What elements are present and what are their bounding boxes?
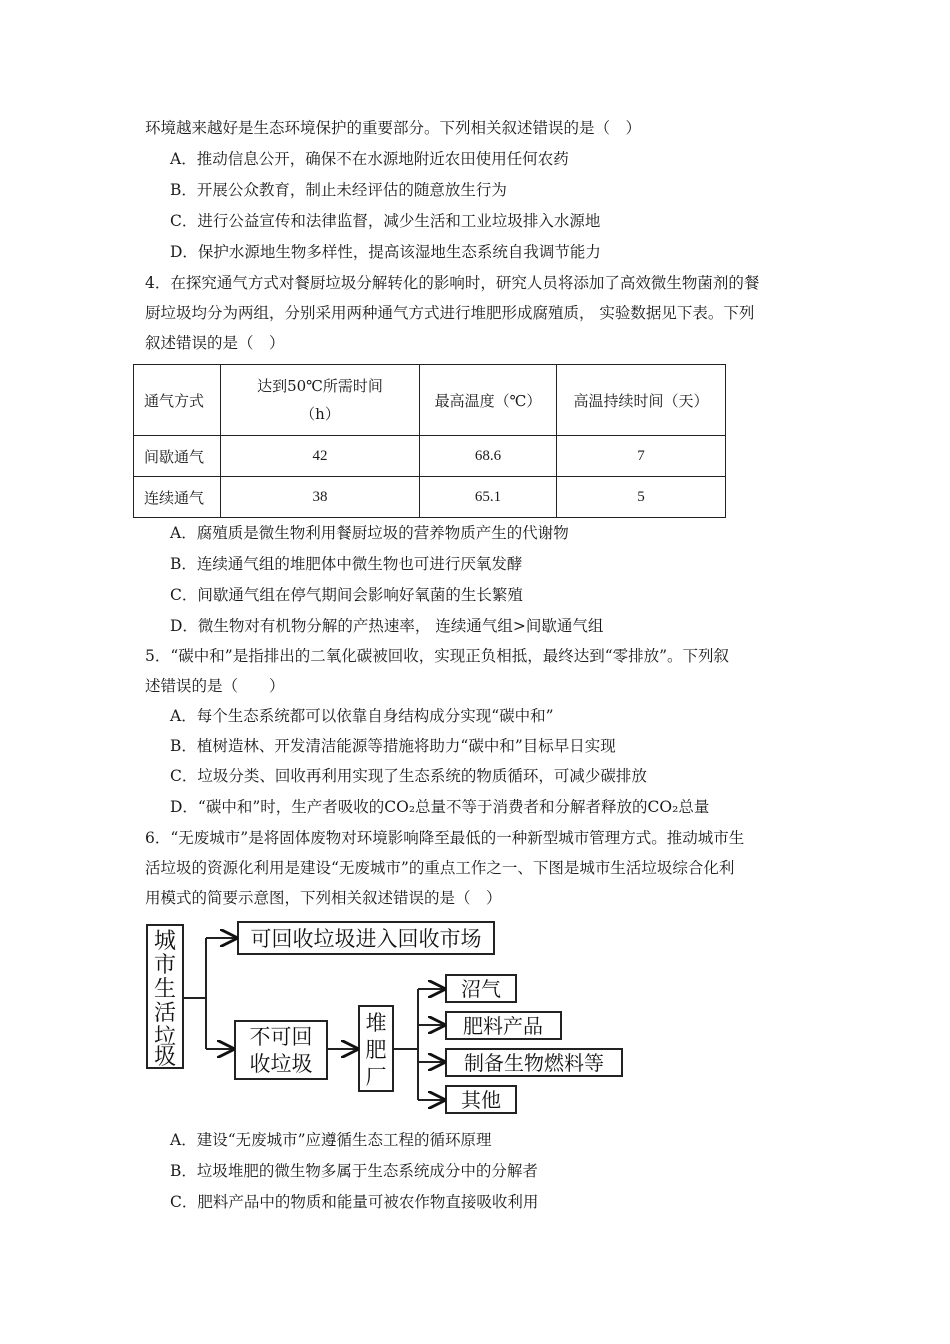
output-label-other: 其他	[461, 1088, 501, 1112]
table-header-max-temp: 最高温度（℃）	[420, 365, 557, 436]
recyclable-label: 可回收垃圾进入回收市场	[250, 927, 482, 951]
q3-option-d: D．保护水源地生物多样性，提高该湿地生态系统自我调节能力	[170, 243, 601, 261]
q6-stem-line-1: 6．“无废城市”是将固体废物对环境影响降至最低的一种新型城市管理方式。推动城市生	[145, 829, 745, 847]
q3-stem: 环境越来越好是生态环境保护的重要部分。下列相关叙述错误的是（ ）	[145, 119, 642, 137]
q3-option-b: B．开展公众教育，制止未经评估的随意放生行为	[170, 181, 507, 199]
q5-stem-line-2: 述错误的是（ ）	[145, 677, 285, 695]
table-cell: 65.1	[420, 477, 557, 518]
q4-option-c: C．间歇通气组在停气期间会影响好氧菌的生长繁殖	[170, 586, 523, 604]
q5-option-b: B．植树造林、开发清洁能源等措施将助力“碳中和”目标早日实现	[170, 737, 616, 755]
table-header-method: 通气方式	[134, 365, 221, 436]
q5-option-d: D．“碳中和”时，生产者吸收的CO₂总量不等于消费者和分解者释放的CO₂总量	[170, 798, 710, 816]
q4-stem-line-3: 叙述错误的是（ ）	[145, 334, 285, 352]
output-label-biofuel: 制备生物燃料等	[464, 1051, 604, 1075]
q4-stem-line-2: 厨垃圾均分为两组，分别采用两种通气方式进行堆肥形成腐殖质， 实验数据见下表。下列	[145, 304, 755, 322]
table-cell: 38	[221, 477, 420, 518]
city-garbage-char: 圾	[153, 1045, 177, 1070]
table-row	[134, 477, 726, 518]
output-label-biogas: 沼气	[461, 977, 501, 1001]
compost-plant-char: 堆	[365, 1011, 387, 1035]
compost-plant-char: 肥	[365, 1038, 387, 1062]
city-garbage-char: 垃	[153, 1025, 177, 1050]
table-cell: 连续通气	[134, 477, 221, 518]
q4-option-b: B．连续通气组的堆肥体中微生物也可进行厌氧发酵	[170, 555, 523, 573]
q4-stem-line-1: 4．在探究通气方式对餐厨垃圾分解转化的影响时，研究人员将添加了高效微生物菌剂的餐	[145, 274, 760, 292]
q6-option-c: C．肥料产品中的物质和能量可被农作物直接吸收利用	[170, 1193, 539, 1211]
q6-option-b: B．垃圾堆肥的微生物多属于生态系统成分中的分解者	[170, 1162, 538, 1180]
city-garbage-char: 活	[153, 1001, 177, 1026]
q5-option-a: A．每个生态系统都可以依靠自身结构成分实现“碳中和”	[170, 707, 554, 725]
table-cell: 68.6	[420, 436, 557, 477]
table-header-time-line2: （h）	[300, 405, 340, 423]
nonrecyclable-label-line1: 不可回	[249, 1025, 313, 1049]
table-header-time	[221, 365, 420, 436]
q4-option-d: D．微生物对有机物分解的产热速率， 连续通气组>间歇通气组	[170, 617, 604, 635]
q4-option-a: A．腐殖质是微生物利用餐厨垃圾的营养物质产生的代谢物	[170, 524, 569, 542]
q3-option-a: A．推动信息公开，确保不在水源地附近农田使用任何农药	[170, 150, 569, 168]
q6-stem-line-3: 用模式的简要示意图，下列相关叙述错误的是（ ）	[145, 889, 502, 907]
city-garbage-char: 市	[153, 953, 177, 978]
output-label-fertilizer: 肥料产品	[463, 1014, 543, 1038]
table-cell: 间歇通气	[134, 436, 221, 477]
q3-option-c: C．进行公益宣传和法律监督，减少生活和工业垃圾排入水源地	[170, 212, 601, 230]
nonrecyclable-label-line2: 收垃圾	[249, 1052, 313, 1076]
compost-plant-char: 厂	[365, 1065, 387, 1089]
q6-option-a: A．建设“无废城市”应遵循生态工程的循环原理	[170, 1131, 492, 1149]
table-header-duration: 高温持续时间（天）	[557, 365, 726, 436]
table-header-time-line1: 达到50℃所需时间	[257, 377, 383, 395]
table-cell: 5	[557, 477, 726, 518]
table-cell: 42	[221, 436, 420, 477]
table-cell: 7	[557, 436, 726, 477]
q6-stem-line-2: 活垃圾的资源化利用是建设“无废城市”的重点工作之一、下图是城市生活垃圾综合化利	[145, 859, 735, 877]
table-header-row	[134, 365, 726, 436]
q5-stem-line-1: 5．“碳中和”是指排出的二氧化碳被回收，实现正负相抵，最终达到“零排放”。下列叙	[145, 647, 730, 665]
city-garbage-char: 城	[153, 929, 177, 954]
q5-option-c: C．垃圾分类、回收再利用实现了生态系统的物质循环，可减少碳排放	[170, 767, 647, 785]
garbage-flow-diagram	[140, 918, 640, 1123]
q4-data-table	[133, 364, 726, 518]
city-garbage-char: 生	[153, 977, 177, 1002]
table-row	[134, 436, 726, 477]
